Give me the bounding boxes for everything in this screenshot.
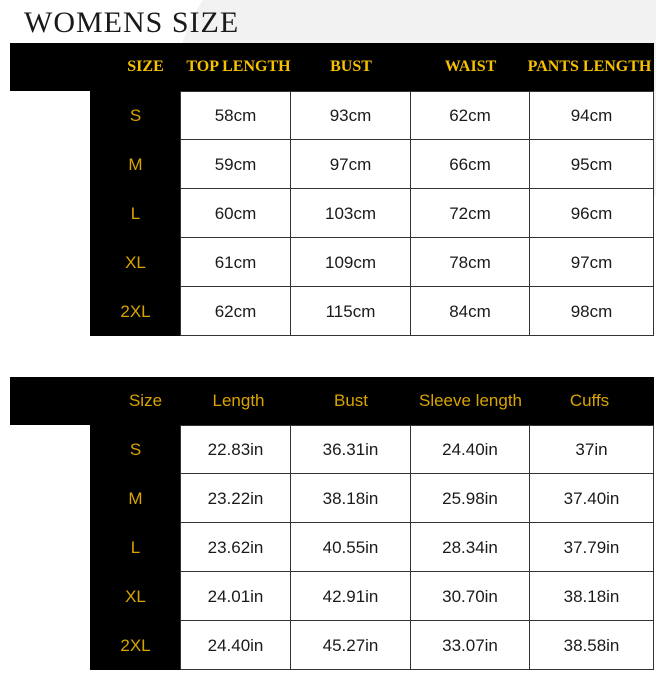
column-header: WAIST — [444, 58, 497, 75]
table-cell: 103cm — [291, 189, 411, 238]
size-label: L — [130, 538, 141, 557]
table-cell: 95cm — [530, 140, 654, 189]
table-cell: 38.58in — [530, 621, 654, 670]
table-cell: 115cm — [291, 287, 411, 336]
table-row — [10, 238, 654, 287]
size-table-inches — [10, 377, 654, 672]
table-row — [10, 523, 654, 572]
table-cell: 62cm — [181, 287, 291, 336]
table-cell: 23.22in — [181, 474, 291, 523]
table-header — [10, 43, 654, 91]
column-header: SIZE — [127, 58, 164, 75]
table-cell: 33.07in — [411, 621, 530, 670]
size-table-cm — [10, 43, 654, 344]
column-header: Bust — [333, 391, 369, 410]
size-label: XL — [125, 587, 146, 606]
size-label: S — [129, 440, 142, 459]
table-cell: 66cm — [411, 140, 530, 189]
size-label: 2XL — [120, 636, 151, 655]
table-cell: 22.83in — [181, 425, 291, 474]
table-row — [10, 140, 654, 189]
table-body — [10, 91, 654, 336]
table-cell: 72cm — [411, 189, 530, 238]
table-header — [10, 377, 654, 425]
size-label: M — [128, 489, 143, 508]
table-row — [10, 287, 654, 336]
column-header: BUST — [330, 58, 372, 75]
table-cell: 42.91in — [291, 572, 411, 621]
table-cell: 25.98in — [411, 474, 530, 523]
table-cell: 38.18in — [291, 474, 411, 523]
table-cell: 84cm — [411, 287, 530, 336]
column-header: TOP LENGTH — [186, 58, 291, 75]
size-label: 2XL — [120, 302, 151, 321]
column-header: Sleeve length — [418, 391, 523, 410]
table-cell: 62cm — [411, 91, 530, 140]
table-cell: 38.18in — [530, 572, 654, 621]
table-cell: 45.27in — [291, 621, 411, 670]
table-cell: 24.40in — [181, 621, 291, 670]
table-cell: 24.01in — [181, 572, 291, 621]
table-cell: 37.40in — [530, 474, 654, 523]
table-row — [10, 621, 654, 670]
table-cell: 59cm — [181, 140, 291, 189]
table-row — [10, 91, 654, 140]
size-label: M — [128, 155, 143, 174]
table-cell: 30.70in — [411, 572, 530, 621]
table-row — [10, 189, 654, 238]
table-cell: 78cm — [411, 238, 530, 287]
table-cell: 97cm — [530, 238, 654, 287]
table-row — [10, 474, 654, 523]
table-cell: 28.34in — [411, 523, 530, 572]
column-header: Size — [128, 391, 163, 410]
table-row — [10, 425, 654, 474]
table-cell: 58cm — [181, 91, 291, 140]
table-cell: 94cm — [530, 91, 654, 140]
table-cell: 23.62in — [181, 523, 291, 572]
column-header: Length — [212, 391, 265, 410]
table-cell: 60cm — [181, 189, 291, 238]
column-header: PANTS LENGTH — [527, 58, 652, 75]
table-cell: 40.55in — [291, 523, 411, 572]
size-label: S — [129, 106, 142, 125]
table-cell: 96cm — [530, 189, 654, 238]
table-cell: 98cm — [530, 287, 654, 336]
column-header: Cuffs — [569, 391, 610, 410]
table-cell: 36.31in — [291, 425, 411, 474]
table-cell: 37.79in — [530, 523, 654, 572]
page-title: WOMENS SIZE — [24, 6, 240, 39]
size-label: XL — [125, 253, 146, 272]
table-cell: 61cm — [181, 238, 291, 287]
table-cell: 109cm — [291, 238, 411, 287]
table-cell: 37in — [530, 425, 654, 474]
table-row — [10, 572, 654, 621]
table-body — [10, 425, 654, 670]
table-cell: 97cm — [291, 140, 411, 189]
table-cell: 93cm — [291, 91, 411, 140]
table-cell: 24.40in — [411, 425, 530, 474]
size-label: L — [130, 204, 141, 223]
